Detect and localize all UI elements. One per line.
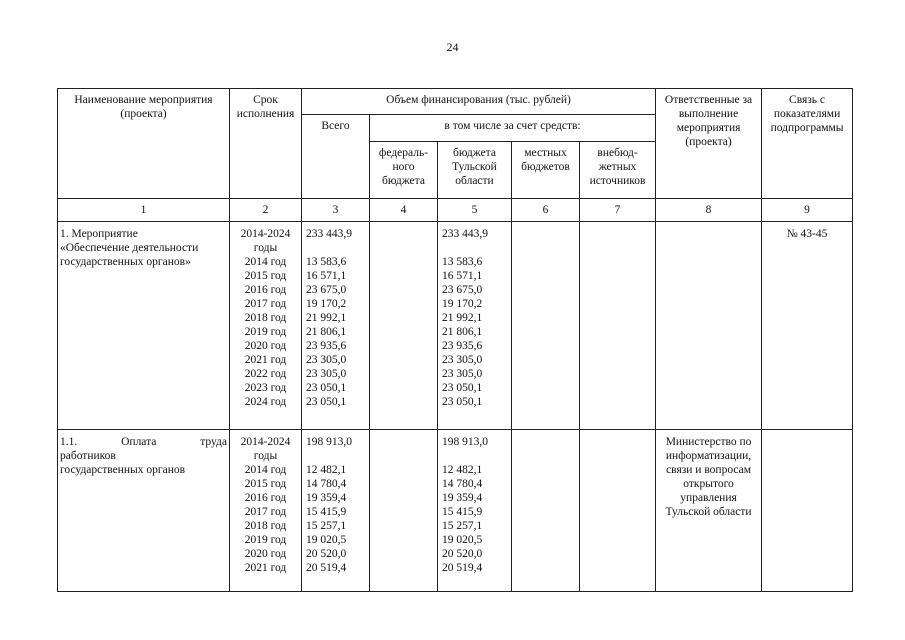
- header-link: Связь с показателями подпрограммы: [762, 89, 853, 199]
- header-including: в том числе за счет средств:: [370, 115, 656, 141]
- column-number: 5: [438, 198, 512, 221]
- federal-cell: [370, 429, 438, 591]
- column-number: 4: [370, 198, 438, 221]
- indicator-link-cell: [762, 429, 853, 591]
- extra-cell: [580, 429, 656, 591]
- local-cell: [512, 429, 580, 591]
- column-number: 2: [230, 198, 302, 221]
- column-number-row: [58, 198, 853, 221]
- header-total: Всего: [302, 115, 370, 198]
- header-responsible: Ответственные за выполнение мероприятия (проекта): [656, 89, 762, 199]
- header-federal: федераль- ного бюджета: [370, 141, 438, 198]
- period-cell: 2014-2024 годы 2014 год 2015 год 2016 год 2017 год 2018 год 2019 год 2020 год 2021 год 2022 год 2023 год 2024 год: [230, 221, 302, 429]
- header-extra: внебюд- жетных источников: [580, 141, 656, 198]
- activity-name: 1. Мероприятие «Обеспечение деятельности государственных органов»: [58, 221, 230, 429]
- column-number: 8: [656, 198, 762, 221]
- total-cell: 233 443,9 13 583,6 16 571,1 23 675,0 19 170,2 21 992,1 21 806,1 23 935,6 23 305,0 23 305,0 23 050,1 23 050,1: [302, 221, 370, 429]
- activity-name: 1.1. Оплата труда работников государственных органов: [58, 429, 230, 591]
- column-number: 9: [762, 198, 853, 221]
- total-cell: 198 913,0 12 482,1 14 780,4 19 359,4 15 415,9 15 257,1 19 020,5 20 520,0 20 519,4: [302, 429, 370, 591]
- table-row: [58, 221, 853, 429]
- regional-cell: 198 913,0 12 482,1 14 780,4 19 359,4 15 415,9 15 257,1 19 020,5 20 520,0 20 519,4: [438, 429, 512, 591]
- column-number: 7: [580, 198, 656, 221]
- regional-cell: 233 443,9 13 583,6 16 571,1 23 675,0 19 170,2 21 992,1 21 806,1 23 935,6 23 305,0 23 305,0 23 050,1 23 050,1: [438, 221, 512, 429]
- header-regional: бюджета Тульской области: [438, 141, 512, 198]
- header-local: местных бюджетов: [512, 141, 580, 198]
- column-number: 3: [302, 198, 370, 221]
- responsible-cell: [656, 221, 762, 429]
- column-number: 6: [512, 198, 580, 221]
- header-name: Наименование мероприятия (проекта): [58, 89, 230, 199]
- header-funding: Объем финансирования (тыс. рублей): [302, 89, 656, 115]
- local-cell: [512, 221, 580, 429]
- page-number: 24: [446, 40, 459, 54]
- federal-cell: [370, 221, 438, 429]
- header-term: Срок исполнения: [230, 89, 302, 199]
- table-row: [58, 429, 853, 591]
- extra-cell: [580, 221, 656, 429]
- responsible-cell: Министерство по информатизации, связи и вопросам открытого управления Тульской области: [656, 429, 762, 591]
- indicator-link-cell: № 43-45: [762, 221, 853, 429]
- funding-table: [57, 88, 853, 592]
- period-cell: 2014-2024 годы 2014 год 2015 год 2016 год 2017 год 2018 год 2019 год 2020 год 2021 год: [230, 429, 302, 591]
- column-number: 1: [58, 198, 230, 221]
